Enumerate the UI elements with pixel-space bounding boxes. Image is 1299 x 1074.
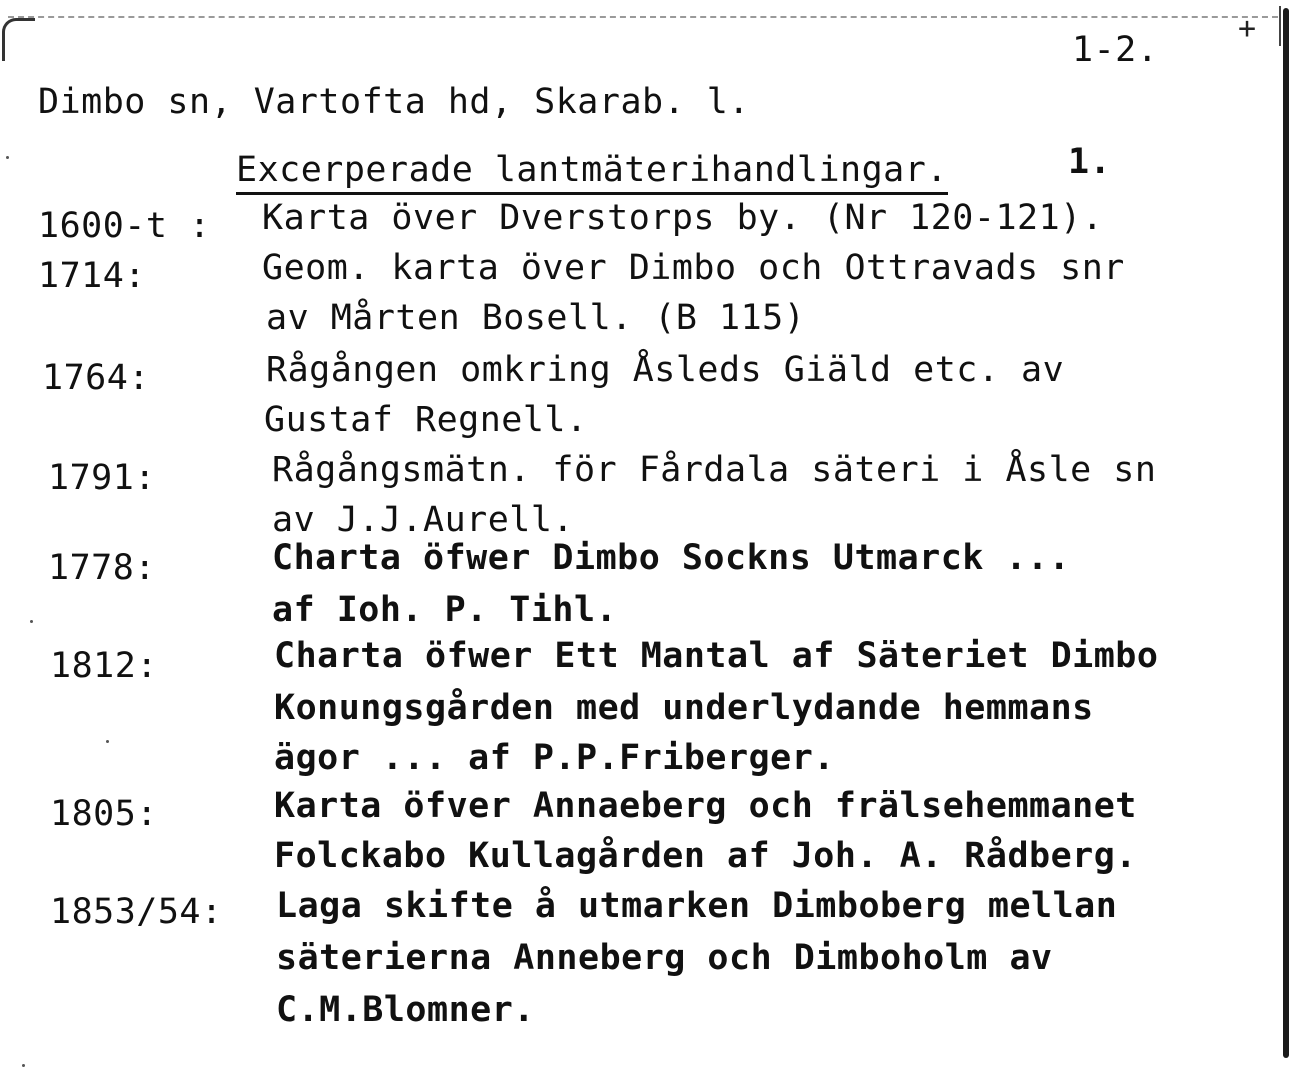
entry-line: Rågången omkring Åsleds Giäld etc. av (266, 350, 1065, 390)
card-number: 1-2. (1072, 30, 1159, 70)
entry-line: C.M.Blomner. (276, 990, 535, 1030)
entry-year: 1853/54: (50, 892, 223, 932)
entry-year: 1812: (50, 646, 158, 686)
entry-line: Karta över Dverstorps by. (Nr 120-121). (262, 198, 1104, 238)
entry-line: Gustaf Regnell. (264, 400, 588, 440)
card-top-edge (8, 16, 1278, 18)
entry-year: 1805: (50, 794, 158, 834)
entry-line: Folckabo Kullagården af Joh. A. Rådberg. (274, 836, 1137, 876)
entry-line: Charta öfwer Dimbo Sockns Utmarck ... (272, 538, 1071, 578)
entry-line: ägor ... af P.P.Friberger. (274, 738, 835, 778)
entry-line: Charta öfwer Ett Mantal af Säteriet Dimbo (274, 636, 1159, 676)
card-header: Dimbo sn, Vartofta hd, Skarab. l. (38, 82, 750, 122)
speck-mark (22, 1064, 25, 1067)
entry-line: Rågångsmätn. för Fårdala säteri i Åsle sn (272, 450, 1157, 490)
entry-year: 1714: (38, 256, 146, 296)
card-corner (2, 18, 35, 61)
entry-line: Geom. karta över Dimbo och Ottravads snr (262, 248, 1125, 288)
entry-year: 1764: (42, 358, 150, 398)
entry-line: säterierna Anneberg och Dimboholm av (276, 938, 1053, 978)
entry-year: 1791: (48, 458, 156, 498)
speck-mark (106, 740, 109, 743)
entry-line: av J.J.Aurell. (272, 500, 575, 540)
entry-year: 1600-t : (38, 206, 211, 246)
entry-line: af Ioh. P. Tihl. (272, 590, 618, 630)
entry-line: av Mårten Bosell. (B 115) (266, 298, 806, 338)
card-right-edge (1283, 8, 1289, 1058)
speck-mark (6, 156, 9, 159)
section-number: 1. (1068, 142, 1112, 182)
entry-year: 1778: (48, 548, 156, 588)
section-heading: Excerperade lantmäterihandlingar. (236, 150, 948, 195)
entry-line: Karta öfver Annaeberg och frälsehemmanet (274, 786, 1137, 826)
entry-line: Laga skifte å utmarken Dimboberg mellan (276, 886, 1118, 926)
plus-mark-icon: + (1238, 11, 1257, 46)
card-right-edge-mark (1279, 6, 1281, 46)
speck-mark (30, 620, 33, 623)
entry-line: Konungsgården med underlydande hemmans (274, 688, 1094, 728)
